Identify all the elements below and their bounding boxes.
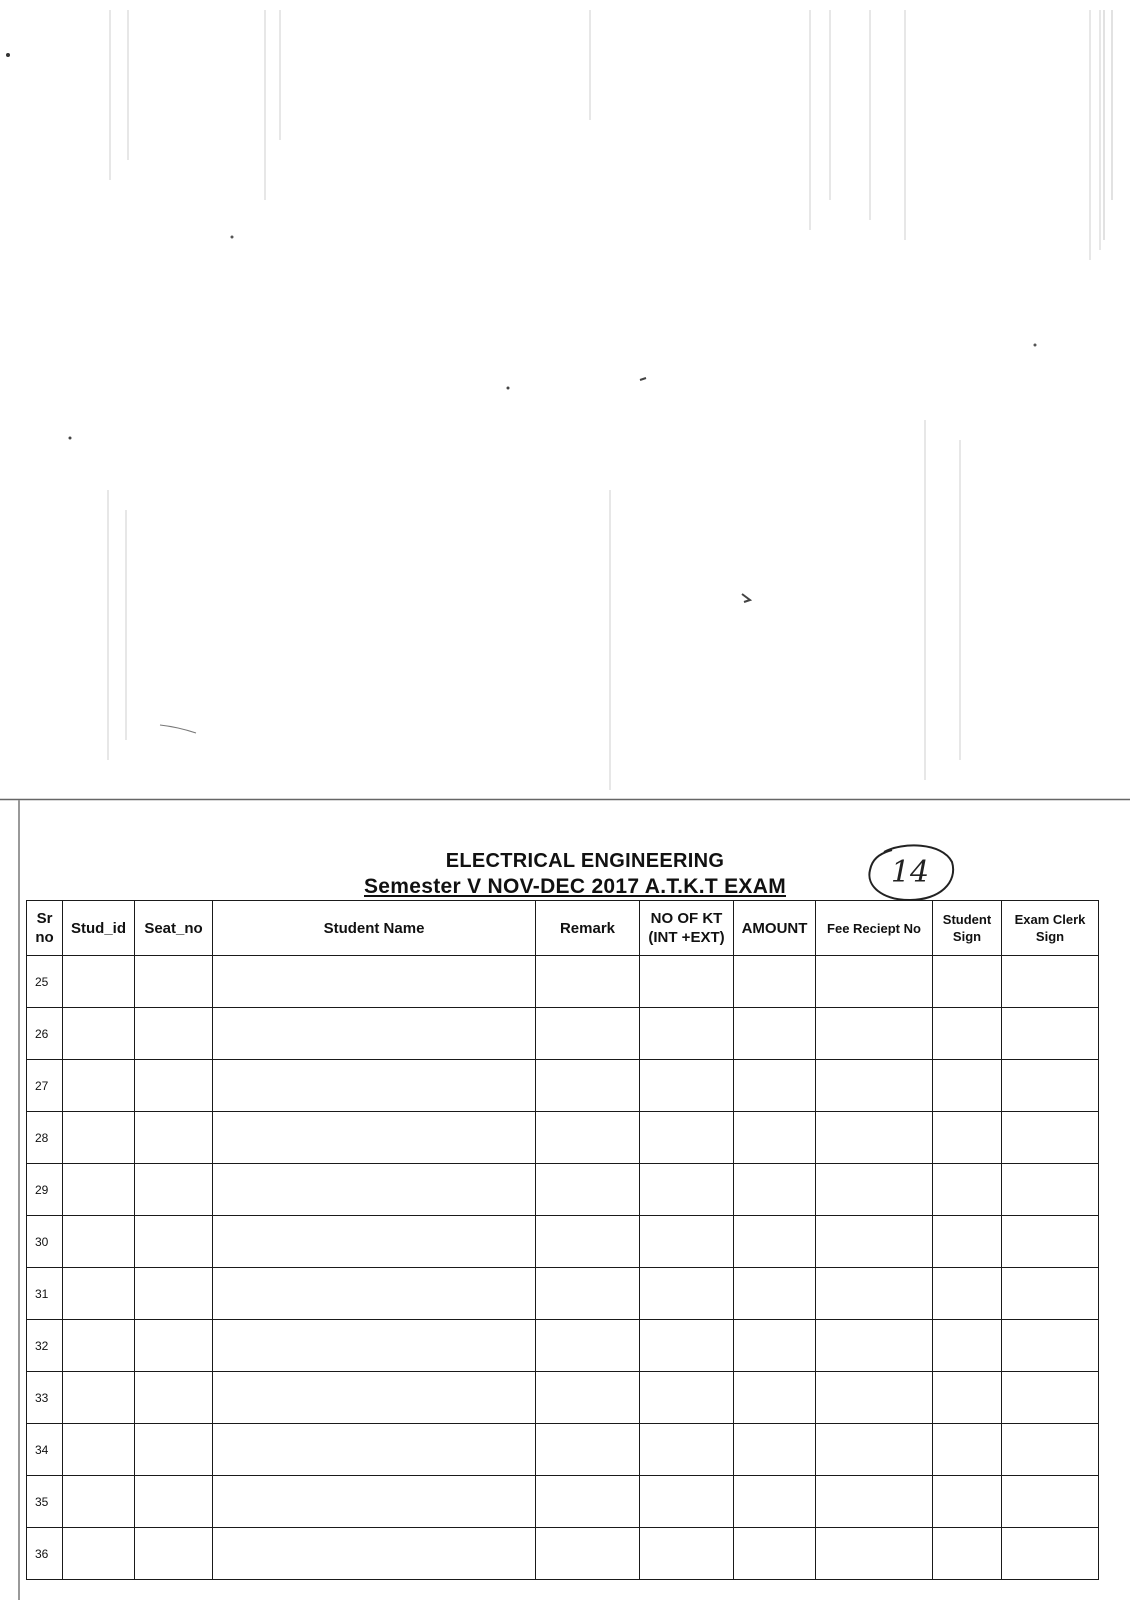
cell-exam-clerk-sign (1002, 1164, 1099, 1216)
table-row (27, 1424, 1099, 1476)
cell-seat-no (135, 1164, 213, 1216)
cell-remark (536, 956, 640, 1008)
cell-amount (734, 1372, 816, 1424)
cell-no-of-kt (640, 1008, 734, 1060)
cell-remark (536, 1424, 640, 1476)
col-header-remark: Remark (536, 901, 640, 956)
cell-no-of-kt (640, 1476, 734, 1528)
cell-stud-id (63, 1008, 135, 1060)
cell-student-sign (933, 1476, 1002, 1528)
cell-amount (734, 1060, 816, 1112)
cell-exam-clerk-sign (1002, 956, 1099, 1008)
cell-sr-no: 30 (27, 1216, 63, 1268)
cell-seat-no (135, 1112, 213, 1164)
cell-seat-no (135, 1476, 213, 1528)
col-header-amount: AMOUNT (734, 901, 816, 956)
cell-fee-receipt-no (816, 1476, 933, 1528)
cell-remark (536, 1372, 640, 1424)
cell-no-of-kt (640, 1528, 734, 1580)
cell-no-of-kt (640, 1112, 734, 1164)
cell-sr-no: 33 (27, 1372, 63, 1424)
cell-remark (536, 1216, 640, 1268)
table-row (27, 1372, 1099, 1424)
cell-seat-no (135, 1008, 213, 1060)
cell-sr-no: 32 (27, 1320, 63, 1372)
cell-fee-receipt-no (816, 1268, 933, 1320)
page-left-edge (18, 800, 20, 1600)
cell-sr-no: 26 (27, 1008, 63, 1060)
cell-amount (734, 1216, 816, 1268)
cell-remark (536, 1164, 640, 1216)
cell-student-sign (933, 1424, 1002, 1476)
cell-student-name (213, 1372, 536, 1424)
cell-sr-no: 36 (27, 1528, 63, 1580)
cell-seat-no (135, 1424, 213, 1476)
cell-student-sign (933, 1216, 1002, 1268)
page-fold-line (0, 798, 1130, 801)
exam-subtitle: Semester V NOV-DEC 2017 A.T.K.T EXAM (364, 875, 786, 898)
col-header-fee-receipt-no: Fee Reciept No (816, 901, 933, 956)
cell-exam-clerk-sign (1002, 1372, 1099, 1424)
col-header-seat-no: Seat_no (135, 901, 213, 956)
cell-no-of-kt (640, 1060, 734, 1112)
cell-stud-id (63, 1476, 135, 1528)
col-header-stud-id: Stud_id (63, 901, 135, 956)
cell-student-name (213, 1008, 536, 1060)
cell-sr-no: 31 (27, 1268, 63, 1320)
cell-fee-receipt-no (816, 1008, 933, 1060)
table-row (27, 1476, 1099, 1528)
cell-remark (536, 1060, 640, 1112)
cell-amount (734, 1320, 816, 1372)
cell-amount (734, 956, 816, 1008)
cell-no-of-kt (640, 1268, 734, 1320)
col-header-no-of-kt: NO OF KT (INT +EXT) (640, 901, 734, 956)
cell-student-sign (933, 1528, 1002, 1580)
cell-remark (536, 1268, 640, 1320)
cell-fee-receipt-no (816, 1528, 933, 1580)
cell-no-of-kt (640, 1372, 734, 1424)
cell-stud-id (63, 1528, 135, 1580)
cell-seat-no (135, 956, 213, 1008)
cell-stud-id (63, 1112, 135, 1164)
table-row (27, 1320, 1099, 1372)
cell-student-name (213, 1476, 536, 1528)
atkt-register-table (26, 900, 1099, 1580)
cell-student-name (213, 1112, 536, 1164)
register-body (27, 956, 1099, 1580)
cell-fee-receipt-no (816, 1060, 933, 1112)
cell-amount (734, 1008, 816, 1060)
cell-amount (734, 1164, 816, 1216)
cell-fee-receipt-no (816, 1164, 933, 1216)
cell-seat-no (135, 1060, 213, 1112)
cell-student-sign (933, 1060, 1002, 1112)
cell-seat-no (135, 1372, 213, 1424)
cell-fee-receipt-no (816, 956, 933, 1008)
cell-stud-id (63, 1164, 135, 1216)
cell-fee-receipt-no (816, 1320, 933, 1372)
cell-exam-clerk-sign (1002, 1528, 1099, 1580)
cell-stud-id (63, 1424, 135, 1476)
cell-student-name (213, 956, 536, 1008)
col-header-exam-clerk-sign: Exam Clerk Sign (1002, 901, 1099, 956)
cell-no-of-kt (640, 1320, 734, 1372)
table-row (27, 1528, 1099, 1580)
cell-exam-clerk-sign (1002, 1424, 1099, 1476)
table-row (27, 1164, 1099, 1216)
cell-exam-clerk-sign (1002, 1008, 1099, 1060)
cell-no-of-kt (640, 1164, 734, 1216)
cell-exam-clerk-sign (1002, 1320, 1099, 1372)
cell-sr-no: 29 (27, 1164, 63, 1216)
cell-amount (734, 1528, 816, 1580)
cell-exam-clerk-sign (1002, 1060, 1099, 1112)
table-row (27, 1112, 1099, 1164)
cell-amount (734, 1424, 816, 1476)
cell-fee-receipt-no (816, 1112, 933, 1164)
table-row (27, 1216, 1099, 1268)
cell-sr-no: 35 (27, 1476, 63, 1528)
cell-student-name (213, 1268, 536, 1320)
cell-amount (734, 1112, 816, 1164)
cell-exam-clerk-sign (1002, 1112, 1099, 1164)
cell-no-of-kt (640, 956, 734, 1008)
cell-remark (536, 1528, 640, 1580)
cell-remark (536, 1476, 640, 1528)
cell-remark (536, 1112, 640, 1164)
cell-student-sign (933, 1320, 1002, 1372)
table-row (27, 1008, 1099, 1060)
table-row (27, 1060, 1099, 1112)
handwritten-page-number (862, 842, 958, 904)
document-header (0, 848, 1130, 900)
table-row (27, 1268, 1099, 1320)
cell-seat-no (135, 1320, 213, 1372)
cell-amount (734, 1476, 816, 1528)
cell-stud-id (63, 1268, 135, 1320)
cell-student-name (213, 1528, 536, 1580)
cell-student-name (213, 1424, 536, 1476)
cell-seat-no (135, 1268, 213, 1320)
cell-exam-clerk-sign (1002, 1476, 1099, 1528)
cell-sr-no: 28 (27, 1112, 63, 1164)
cell-amount (734, 1268, 816, 1320)
cell-remark (536, 1008, 640, 1060)
cell-fee-receipt-no (816, 1216, 933, 1268)
cell-student-sign (933, 1268, 1002, 1320)
header-row (27, 901, 1099, 956)
cell-exam-clerk-sign (1002, 1216, 1099, 1268)
cell-sr-no: 25 (27, 956, 63, 1008)
cell-no-of-kt (640, 1216, 734, 1268)
cell-stud-id (63, 1372, 135, 1424)
col-header-student-name: Student Name (213, 901, 536, 956)
col-header-sr-no: Sr no (27, 901, 63, 956)
cell-fee-receipt-no (816, 1372, 933, 1424)
cell-fee-receipt-no (816, 1424, 933, 1476)
cell-student-sign (933, 1112, 1002, 1164)
cell-student-sign (933, 1008, 1002, 1060)
cell-student-sign (933, 956, 1002, 1008)
cell-sr-no: 34 (27, 1424, 63, 1476)
page-number-text: 14 (890, 855, 930, 890)
cell-student-name (213, 1216, 536, 1268)
cell-stud-id (63, 956, 135, 1008)
cell-seat-no (135, 1216, 213, 1268)
cell-no-of-kt (640, 1424, 734, 1476)
cell-student-sign (933, 1164, 1002, 1216)
cell-stud-id (63, 1216, 135, 1268)
cell-exam-clerk-sign (1002, 1268, 1099, 1320)
department-title: ELECTRICAL ENGINEERING (445, 850, 725, 872)
table-row (27, 956, 1099, 1008)
cell-remark (536, 1320, 640, 1372)
cell-seat-no (135, 1528, 213, 1580)
cell-student-name (213, 1164, 536, 1216)
cell-student-name (213, 1060, 536, 1112)
cell-student-name (213, 1320, 536, 1372)
cell-stud-id (63, 1320, 135, 1372)
cell-sr-no: 27 (27, 1060, 63, 1112)
col-header-student-sign: Student Sign (933, 901, 1002, 956)
cell-stud-id (63, 1060, 135, 1112)
cell-student-sign (933, 1372, 1002, 1424)
